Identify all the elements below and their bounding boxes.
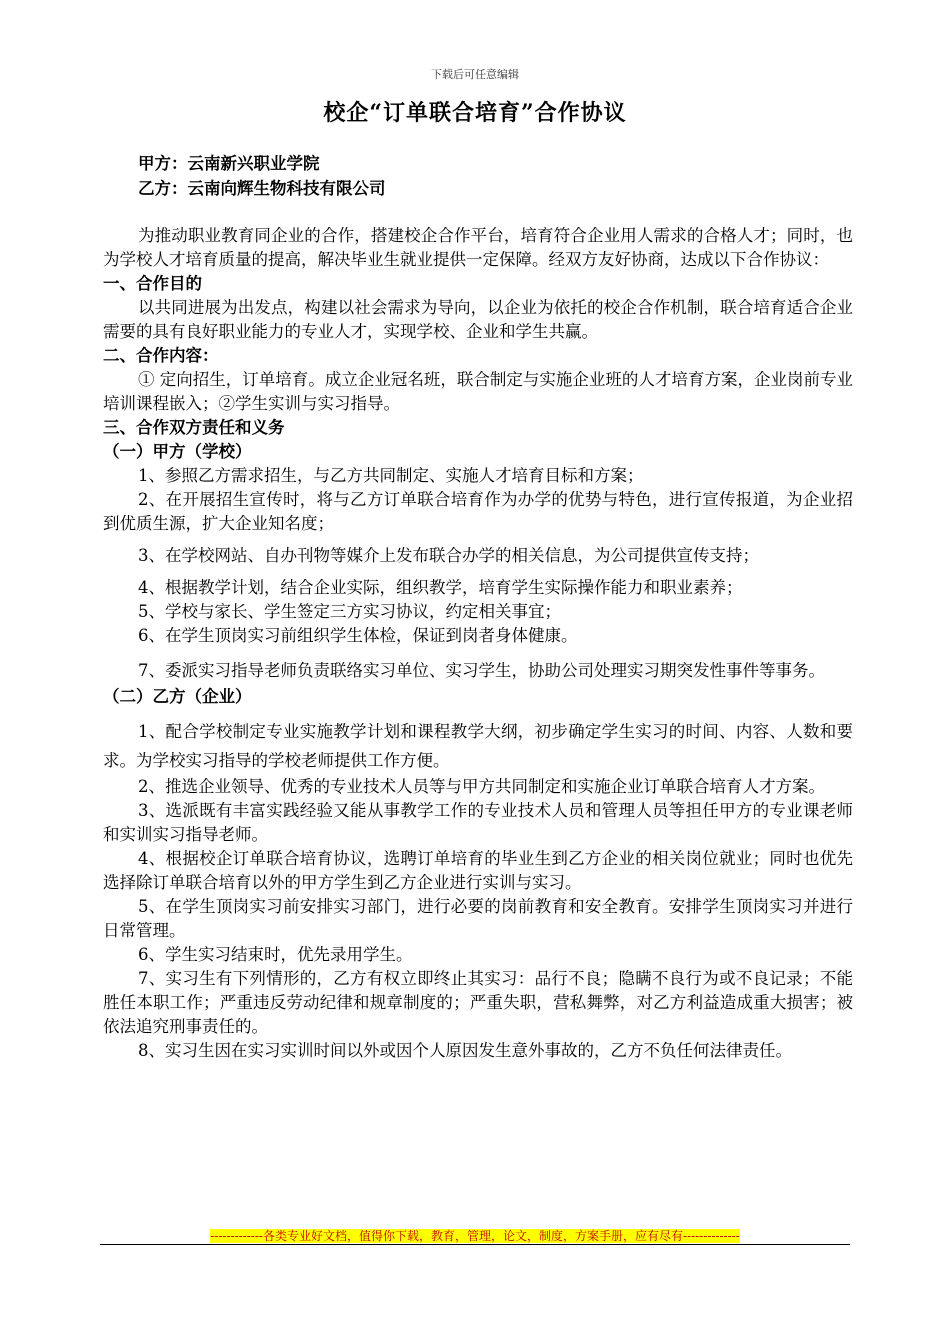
party-a-item: 1、参照乙方需求招生，与乙方共同制定、实施人才培育目标和方案； [138, 466, 644, 485]
section-3-heading: 三、合作双方责任和义务 [103, 418, 285, 437]
party-a-item: 3、在学校网站、自办刊物等媒介上发布联合办学的相关信息，为公司提供宣传支持； [138, 546, 759, 565]
header-note: 下载后可任意编辑 [431, 68, 519, 81]
party-b-duties-heading: （二）乙方（企业） [103, 687, 252, 706]
footer-note-text: -------------各类专业好文档，值得你下载，教育，管理，论文，制度，方案手册，应有尽有-------------- [210, 1229, 740, 1243]
party-b-item: 7、实习生有下列情形的，乙方有权立即终止其实习：品行不良；隐瞒不良行为或不良记录；不能胜任本职工作；严重违反劳动纪律和规章制度的；严重失职，营私舞弊，对乙方利益造成重大损害；被依法追究刑事责任的。 [103, 969, 853, 1036]
section-2-heading: 二、合作内容： [103, 346, 219, 365]
party-a-item: 4、根据教学计划，结合企业实际，组织教学，培育学生实际操作能力和职业素养； [138, 578, 743, 597]
intro-paragraph: 为推动职业教育同企业的合作，搭建校企合作平台，培育符合企业用人需求的合格人才；同时，也为学校人才培育质量的提高，解决毕业生就业提供一定保障。经双方友好协商，达成以下合作协议： [103, 226, 853, 269]
party-a: 甲方：云南新兴职业学院 [138, 154, 320, 173]
party-b-item: 6、学生实习结束时，优先录用学生。 [138, 945, 413, 964]
party-b-item: 4、根据校企订单联合培育协议，选聘订单培育的毕业生到乙方企业的相关岗位就业；同时也优先选择除订单联合培育以外的甲方学生到乙方企业进行实训与实习。 [103, 849, 853, 892]
party-b-item: 5、在学生顶岗实习前安排实习部门，进行必要的岗前教育和安全教育。安排学生顶岗实习并进行日常管理。 [103, 897, 853, 940]
party-a-item: 5、学校与家长、学生签定三方实习协议，约定相关事宜； [138, 602, 561, 621]
footer-divider [100, 1244, 850, 1245]
party-b-item: 2、推选企业领导、优秀的专业技术人员等与甲方共同制定和实施企业订单联合培育人才方案。 [138, 777, 825, 796]
party-a-item: 6、在学生顶岗实习前组织学生体检，保证到岗者身体健康。 [138, 626, 578, 645]
party-b-item: 3、选派既有丰富实践经验又能从事教学工作的专业技术人员和管理人员等担任甲方的专业课老师和实训实习指导老师。 [103, 801, 853, 844]
party-a-duties-heading: （一）甲方（学校） [103, 442, 252, 461]
footer-note [0, 1227, 950, 1244]
party-b-item: 1、配合学校制定专业实施教学计划和课程教学大纲，初步确定学生实习的时间、内容、人数和要求。为学校实习指导的学校老师提供工作方便。 [103, 722, 853, 770]
section-1-text: 以共同进展为出发点，构建以社会需求为导向，以企业为依托的校企合作机制，联合培育适合企业需要的具有良好职业能力的专业人才，实现学校、企业和学生共赢。 [103, 298, 853, 341]
party-b: 乙方：云南向辉生物科技有限公司 [138, 179, 386, 198]
party-a-item: 2、在开展招生宣传时，将与乙方订单联合培育作为办学的优势与特色，进行宣传报道，为企业招到优质生源，扩大企业知名度； [103, 490, 853, 533]
document-title: 校企“订单联合培育”合作协议 [323, 100, 627, 126]
party-a-item: 7、委派实习指导老师负责联络实习单位、实习学生，协助公司处理实习期突发性事件等事务。 [138, 661, 825, 680]
agreement-body [103, 224, 853, 1063]
section-2-text: ① 定向招生，订单培育。成立企业冠名班，联合制定与实施企业班的人才培育方案，企业岗前专业培训课程嵌入；②学生实训与实习指导。 [103, 370, 853, 413]
section-1-heading: 一、合作目的 [103, 274, 202, 293]
party-b-item: 8、实习生因在实习实训时间以外或因个人原因发生意外事故的，乙方不负任何法律责任。 [138, 1041, 792, 1060]
